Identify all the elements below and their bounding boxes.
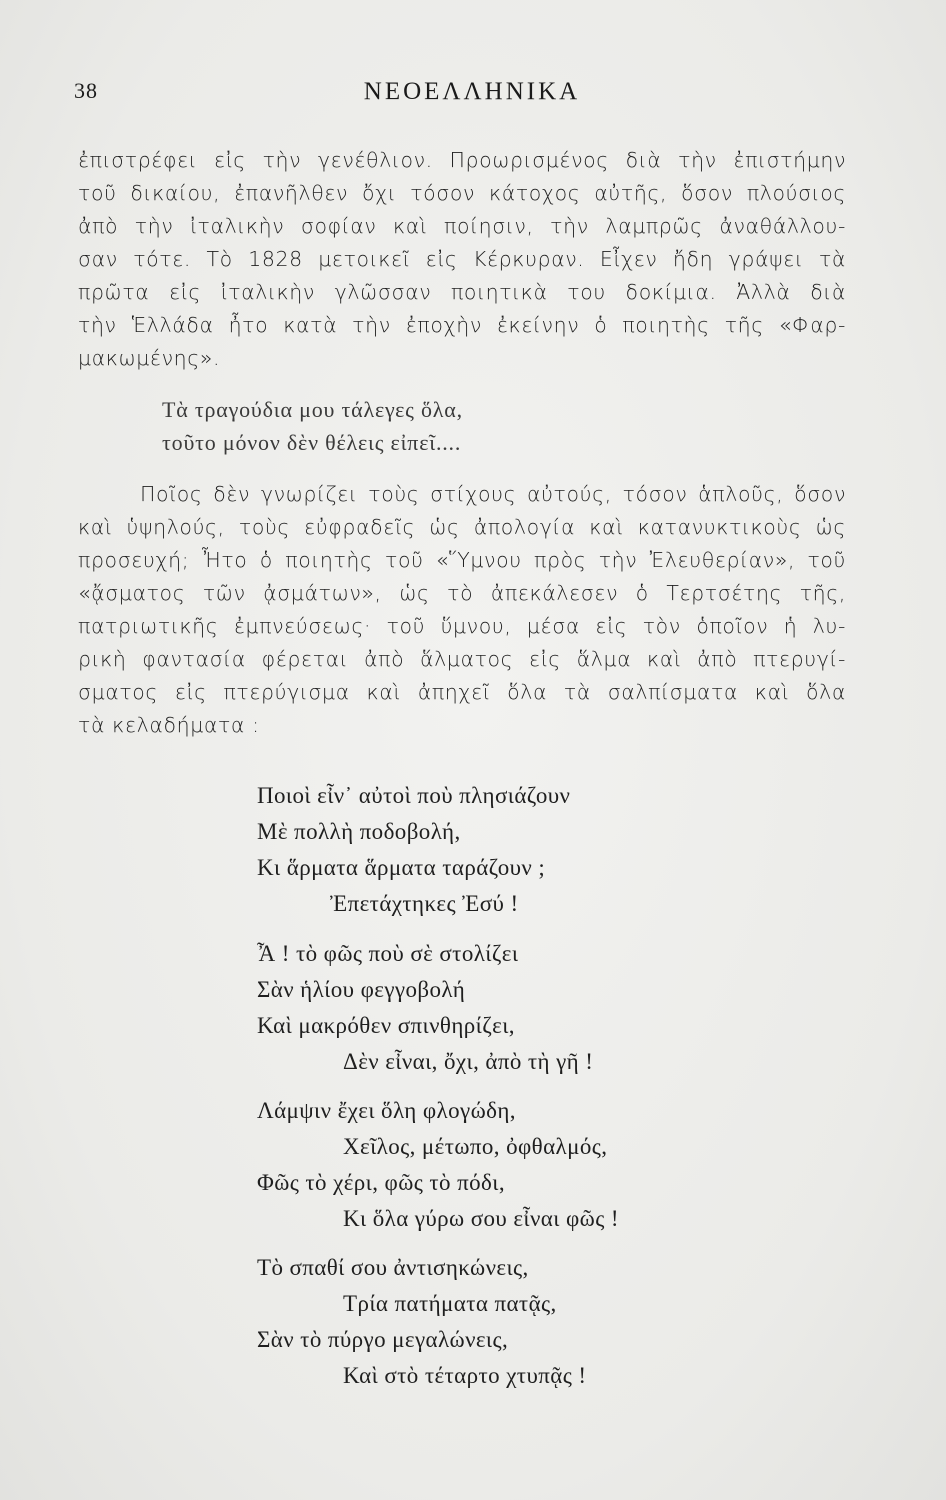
- poem-line: Δὲν εἶναι, ὄχι, ἀπὸ τὴ γῆ !: [343, 1049, 594, 1074]
- text-line: πρῶτα εἰς ἰταλικὴν γλῶσσαν ποιητικὰ του δοκίμια. Ἀλλὰ διὰ: [78, 280, 846, 304]
- quote-line: Τὰ τραγούδια μου τάλεγες ὅλα,: [162, 397, 463, 422]
- quote-line: τοῦτο μόνον δὲν θέλεις εἰπεῖ....: [162, 430, 462, 455]
- poem-line: Σὰν τὸ πύργο μεγαλώνεις,: [257, 1327, 509, 1352]
- poem-line: Κι ὅλα γύρω σου εἶναι φῶς !: [343, 1206, 619, 1231]
- text-line: τὴν Ἑλλάδα ἦτο κατὰ τὴν ἐποχὴν ἐκείνην ὁ ποιητὴς τῆς «Φαρ-: [78, 313, 846, 337]
- page-header: [74, 78, 870, 118]
- poem-line: Σὰν ἡλίου φεγγοβολή: [257, 977, 466, 1002]
- poem-line: Κι ἅρματα ἅρματα ταράζουν ;: [257, 855, 546, 880]
- text-line: πατριωτικῆς ἐμπνεύσεως· τοῦ ὕμνου, μέσα εἰς τὸν ὁποῖον ἡ λυ-: [78, 614, 846, 638]
- poem-line: Μὲ πολλὴ ποδοβολή,: [257, 819, 461, 844]
- text-line: «ᾄσματος τῶν ᾀσμάτων», ὡς τὸ ἀπεκάλεσεν ὁ Τερτσέτης τῆς,: [78, 581, 846, 605]
- running-title: ΝΕΟΕΛΛΗΝΙΚΑ: [363, 78, 581, 105]
- text-line: ρικὴ φαντασία φέρεται ἀπὸ ἅλματος εἰς ἅλμα καὶ ἀπὸ πτερυγί-: [78, 647, 846, 671]
- text-line: μακωμένης».: [78, 346, 221, 370]
- text-line: σαν τότε. Τὸ 1828 μετοικεῖ εἰς Κέρκυραν. Εἶχεν ἤδη γράψει τὰ: [78, 247, 846, 271]
- quoted-verse: [162, 393, 463, 459]
- poem-line: Καὶ στὸ τέταρτο χτυπᾷς !: [343, 1363, 587, 1388]
- paragraph-2: [78, 478, 846, 742]
- text-line: τοῦ δικαίου, ἐπανῆλθεν ὄχι τόσον κάτοχος αὐτῆς, ὅσον πλούσιος: [78, 181, 846, 205]
- poem-line: Καὶ μακρόθεν σπινθηρίζει,: [257, 1013, 515, 1038]
- poem-line: Τὸ σπαθί σου ἀντισηκώνεις,: [257, 1255, 529, 1280]
- poem-line: Ἆ ! τὸ φῶς ποὺ σὲ στολίζει: [257, 941, 519, 966]
- poem-line: Λάμψιν ἔχει ὅλη φλογώδη,: [257, 1098, 516, 1123]
- poem-line: Φῶς τὸ χέρι, φῶς τὸ πόδι,: [257, 1170, 505, 1195]
- text-line: προσευχή; Ἦτο ὁ ποιητὴς τοῦ «Ὕμνου πρὸς τὴν Ἐλευθερίαν», τοῦ: [78, 548, 846, 572]
- text-line: τὰ κελαδήματα :: [78, 713, 260, 737]
- poem-line: Ἐπετάχτηκες Ἐσύ !: [330, 891, 519, 916]
- paragraph-1: [78, 144, 846, 375]
- poem-line: Χεῖλος, μέτωπο, ὀφθαλμός,: [343, 1134, 608, 1159]
- poem-line: Ποιοὶ εἶν᾽ αὐτοὶ ποὺ πλησιάζουν: [257, 783, 571, 808]
- text-line: ἐπιστρέφει εἰς τὴν γενέθλιον. Προωρισμένος διὰ τὴν ἐπιστήμην: [78, 148, 846, 172]
- text-line: ἀπὸ τὴν ἰταλικὴν σοφίαν καὶ ποίησιν, τὴν λαμπρῶς ἀναθάλλου-: [78, 214, 846, 238]
- text-line: Ποῖος δὲν γνωρίζει τοὺς στίχους αὐτούς, τόσον ἁπλοῦς, ὅσον: [140, 482, 846, 506]
- text-line: καὶ ὑψηλούς, τοὺς εὐφραδεῖς ὡς ἀπολογία καὶ κατανυκτικοὺς ὡς: [78, 515, 846, 539]
- text-line: σματος εἰς πτερύγισμα καὶ ἀπηχεῖ ὅλα τὰ σαλπίσματα καὶ ὅλα: [78, 680, 846, 704]
- page-number: 38: [74, 78, 98, 103]
- poem-line: Τρία πατήματα πατᾷς,: [343, 1291, 557, 1316]
